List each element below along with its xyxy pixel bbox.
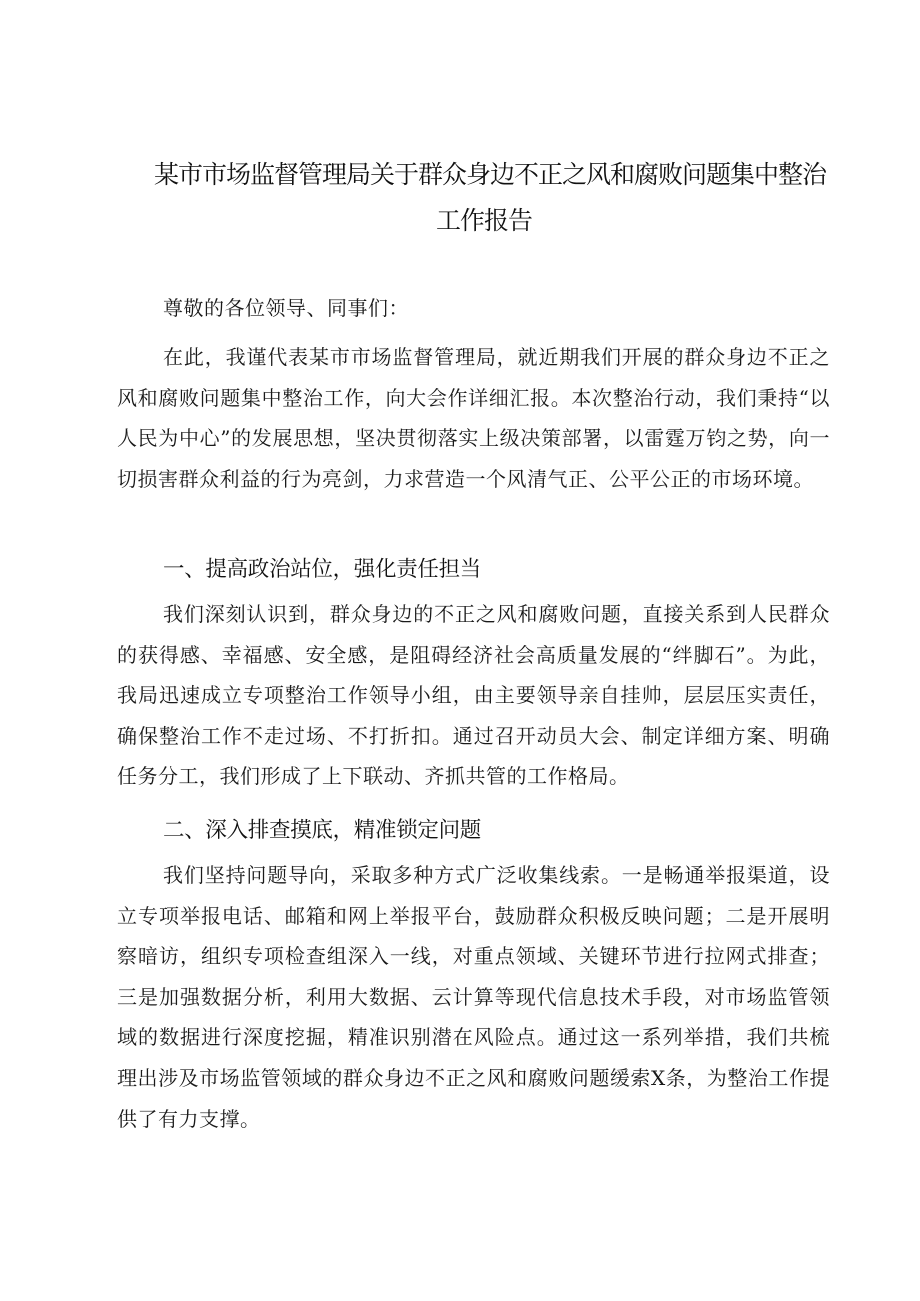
document-title-line-1: 某市市场监督管理局关于群众身边不正之风和腐败问题集中整治 (153, 160, 826, 189)
section-2-paragraph: 我们坚持问题导向，采取多种方式广泛收集线索。一是畅通举报渠道，设立专项举报电话、邮箱和网上举报平台，鼓励群众积极反映问题；二是开展明察暗访，组织专项检查组深入一线，对重点领域、关键环节进行拉网式排查；三是加强数据分析，利用大数据、云计算等现代信息技术手段，对市场监管领域的数据进行深度挖掘，精准识别潜在风险点。通过这一系列举措，我们共梳理出涉及市场监管领域的群众身边不正之风和腐败问题缓索X条，为整治工作提供了有力支撑。 (117, 863, 830, 1131)
document-title-line-2: 工作报告 (435, 206, 532, 235)
intro-section (117, 337, 830, 499)
intro-paragraph: 在此，我谨代表某市市场监督管理局，就近期我们开展的群众身边不正之风和腐败问题集中整治工作，向大会作详细汇报。本次整治行动，我们秉持“以人民为中心”的发展思想，坚决贯彻落实上级决策部署，以雷霆万钧之势，向一切损害群众利益的行为亮剑，力求营造一个风清气正、公平公正的市场环境。 (117, 345, 830, 491)
section-1-paragraph: 我们深刻认识到，群众身边的不正之风和腐败问题，直接关系到人民群众的获得感、幸福感、安全感，是阻碍经济社会高质量发展的“绊脚石”。为此，我局迅速成立专项整治工作领导小组，由主要领导亲自挂帅，层层压实责任，确保整治工作不走过场、不打折扣。通过召开动员大会、制定详细方案、明确任务分工，我们形成了上下联动、齐抓共管的工作格局。 (117, 602, 830, 789)
salutation: 尊敬的各位领导、同事们： (163, 296, 409, 320)
section-2-heading: 二、深入排查摸底，精准锁定问题 (163, 818, 482, 843)
section-1-heading: 一、提高政治站位，强化责任担当 (163, 557, 482, 582)
section-1 (117, 594, 830, 797)
section-2 (117, 855, 830, 1139)
document-title (120, 152, 860, 244)
